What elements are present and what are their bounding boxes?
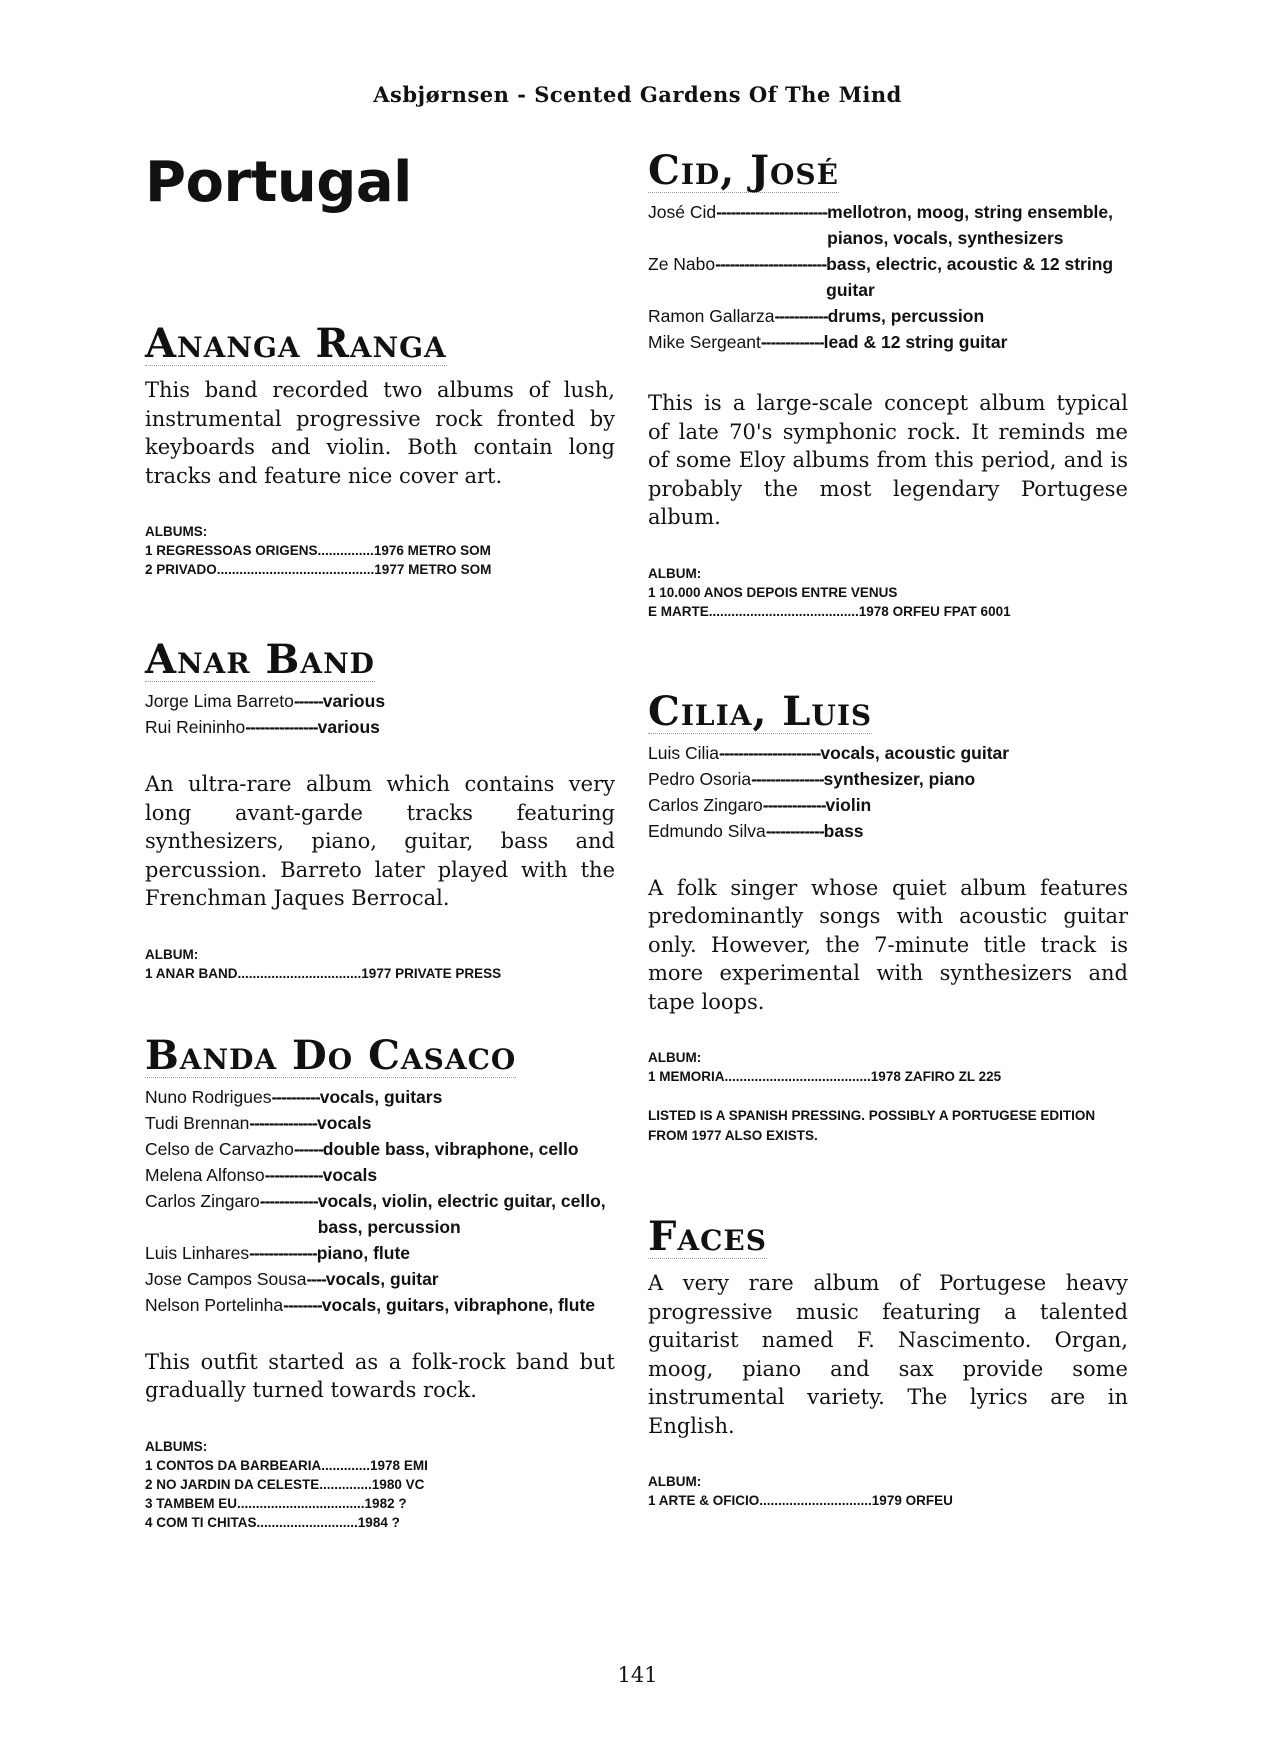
member-role: lead & 12 string guitar xyxy=(823,332,1008,352)
artist-heading: Cilia, Luis xyxy=(648,687,873,735)
left-column xyxy=(145,150,615,1596)
album-title: 4 COM TI CHITAS xyxy=(145,1514,257,1530)
album-label: 1982 ? xyxy=(364,1495,407,1511)
album-row xyxy=(648,583,1128,602)
member-name: Jose Campos Sousa xyxy=(145,1268,307,1289)
member-name: Tudi Brennan xyxy=(145,1112,250,1133)
lineup-row xyxy=(145,1136,615,1162)
dot-leader: .............. xyxy=(319,1476,372,1492)
dot-leader: ................................. xyxy=(237,965,362,981)
album-title: 1 10.000 ANOS DEPOIS ENTRE VENUS xyxy=(648,584,898,600)
dot-leader: ............... xyxy=(317,543,374,558)
discography-header: ALBUMS: xyxy=(145,1438,208,1454)
artist-description: A very rare album of Portugese heavy progressive music featuring a talented guitarist named F. Nascimento. Organ, moog, piano and sax provide some instrumental variety. The lyrics are in English. xyxy=(648,1271,1128,1438)
dash-leader: ----------------------- xyxy=(715,254,827,274)
album-row xyxy=(145,964,615,983)
running-head: Asbjørnsen - Scented Gardens Of The Mind xyxy=(373,82,902,107)
lineup-row xyxy=(648,818,1128,844)
member-role: vocals, guitars xyxy=(319,1086,443,1107)
member-name: Melena Alfonso xyxy=(145,1164,265,1185)
dash-leader: ----------------------- xyxy=(716,202,828,222)
discography xyxy=(648,566,1128,621)
discography xyxy=(648,1474,1128,1510)
discography-header: ALBUM: xyxy=(648,1474,702,1489)
album-row xyxy=(145,560,615,579)
artist-entry xyxy=(648,1213,1128,1510)
lineup-row xyxy=(648,303,1128,329)
album-title: 2 NO JARDIN DA CELESTE xyxy=(145,1476,320,1492)
album-label: 1978 ORFEU FPAT 6001 xyxy=(858,603,1011,619)
dot-leader: .......................................... xyxy=(216,562,375,577)
member-role: vocals, acoustic guitar xyxy=(820,742,1010,763)
album-title: 1 REGRESSOAS ORIGENS xyxy=(145,543,318,558)
discography xyxy=(648,1050,1128,1146)
dot-leader: .................................. xyxy=(237,1495,365,1511)
artist-description: This outfit started as a folk-rock band but gradually turned towards rock. xyxy=(145,1349,615,1402)
member-role: vocals xyxy=(322,1164,378,1185)
member-name: Edmundo Silva xyxy=(648,820,766,841)
lineup-row xyxy=(648,766,1128,792)
album-row xyxy=(648,602,1128,621)
album-row xyxy=(648,1067,1128,1086)
lineup-row xyxy=(648,329,1128,355)
album-title: E MARTE xyxy=(648,603,709,619)
page-number: 141 xyxy=(617,1663,658,1687)
member-name: Carlos Zingaro xyxy=(648,794,763,815)
album-label: 1978 ZAFIRO ZL 225 xyxy=(870,1069,1002,1084)
dash-leader: -------------- xyxy=(249,1242,317,1263)
album-title: 1 ANAR BAND xyxy=(145,965,238,981)
album-label: 1977 METRO SOM xyxy=(374,562,492,577)
artist-entry xyxy=(648,147,1128,621)
country-heading: Portugal xyxy=(145,150,412,215)
dash-leader: ------ xyxy=(293,1138,323,1159)
artist-entry xyxy=(145,636,615,983)
member-role: drums, percussion xyxy=(827,306,985,326)
member-role: vocals, violin, electric guitar, cello, bass, percussion xyxy=(317,1190,606,1237)
dash-leader: ---------- xyxy=(271,1086,320,1107)
dash-leader: ------------ xyxy=(259,1190,318,1211)
pressing-note: LISTED IS A SPANISH PRESSING. POSSIBLY A PORTUGESE EDITION FROM 1977 ALSO EXISTS. xyxy=(648,1108,1096,1143)
member-name: Jorge Lima Barreto xyxy=(145,691,294,711)
member-name: Rui Reininho xyxy=(145,717,246,737)
album-row xyxy=(145,541,615,560)
member-name: Ze Nabo xyxy=(648,254,716,274)
member-name: Luis Linhares xyxy=(145,1242,250,1263)
artist-heading: Faces xyxy=(648,1213,767,1260)
album-row xyxy=(648,1491,1128,1510)
album-row xyxy=(145,1456,615,1475)
album-label: 1976 METRO SOM xyxy=(373,543,491,558)
dash-leader: ------------- xyxy=(760,332,824,352)
artist-heading: Anar Band xyxy=(145,636,375,683)
member-name: Pedro Osoria xyxy=(648,768,752,789)
artist-heading: Cid, José xyxy=(648,147,839,194)
dot-leader: ........................... xyxy=(256,1514,358,1530)
member-name: Carlos Zingaro xyxy=(145,1190,260,1211)
lineup-row xyxy=(648,792,1128,818)
discography xyxy=(145,1439,615,1532)
discography-header: ALBUM: xyxy=(648,1050,702,1065)
artist-description: A folk singer whose quiet album features predominantly songs with acoustic guitar only. However, the 7-minute title track is more experimental with synthesizers and tape loops. xyxy=(648,875,1128,1014)
member-role: vocals, guitars, vibraphone, flute xyxy=(321,1294,596,1315)
album-label: 1977 PRIVATE PRESS xyxy=(361,965,502,981)
member-role: bass, electric, acoustic & 12 string guitar xyxy=(826,254,1114,300)
lineup-list xyxy=(145,688,615,740)
lineup-row xyxy=(145,1240,615,1266)
album-label: 1979 ORFEU xyxy=(871,1493,953,1508)
lineup-row xyxy=(145,1266,615,1292)
discography-header: ALBUM: xyxy=(145,946,199,962)
album-row xyxy=(145,1513,615,1532)
artist-description: This band recorded two albums of lush, instrumental progressive rock fronted by keyboards and violin. Both contain long tracks and feature nice cover art. xyxy=(145,378,615,488)
artist-heading: Ananga Ranga xyxy=(145,320,447,367)
lineup-row xyxy=(145,1292,615,1318)
artist-description: This is a large-scale concept album typical of late 70's symphonic rock. It reminds me of some Eloy albums from this period, and is probably the most legendary Portugese album. xyxy=(648,391,1128,529)
lineup-row xyxy=(648,740,1128,766)
album-title: 1 ARTE & OFICIO xyxy=(648,1493,760,1508)
discography-header: ALBUM: xyxy=(648,565,702,581)
member-name: Nuno Rodrigues xyxy=(145,1086,272,1107)
album-title: 1 MEMORIA xyxy=(648,1069,725,1084)
member-name: Mike Sergeant xyxy=(648,332,761,352)
dot-leader: ....................................... xyxy=(724,1069,871,1084)
lineup-row xyxy=(648,199,1128,251)
album-row xyxy=(145,1494,615,1513)
album-title: 3 TAMBEM EU xyxy=(145,1495,238,1511)
member-name: Nelson Portelinha xyxy=(145,1294,284,1315)
dash-leader: ---- xyxy=(306,1268,326,1289)
dash-leader: ------------ xyxy=(264,1164,323,1185)
dash-leader: -------- xyxy=(283,1294,322,1315)
member-name: José Cid xyxy=(648,202,717,222)
member-name: Celso de Carvazho xyxy=(145,1138,294,1159)
member-role: synthesizer, piano xyxy=(823,768,976,789)
album-title: 1 CONTOS DA BARBEARIA xyxy=(145,1457,322,1473)
lineup-row xyxy=(145,688,615,714)
member-role: piano, flute xyxy=(316,1242,411,1263)
dash-leader: --------------- xyxy=(245,717,318,737)
member-role: bass xyxy=(823,820,864,841)
dash-leader: ------------- xyxy=(762,794,826,815)
dot-leader: ........................................ xyxy=(708,603,859,619)
album-row xyxy=(145,1475,615,1494)
dash-leader: --------------------- xyxy=(719,742,821,763)
album-title: 2 PRIVADO xyxy=(145,562,217,577)
lineup-row xyxy=(145,714,615,740)
lineup-row xyxy=(145,1084,615,1110)
dot-leader: .............................. xyxy=(759,1493,872,1508)
lineup-row xyxy=(145,1188,615,1240)
artist-entry xyxy=(145,320,615,579)
artist-entry xyxy=(648,687,1128,1147)
member-role: various xyxy=(317,717,380,737)
dash-leader: ------ xyxy=(293,691,323,711)
artist-heading: Banda Do Casaco xyxy=(145,1031,517,1079)
discography xyxy=(145,524,615,579)
lineup-row xyxy=(145,1162,615,1188)
discography-header: ALBUMS: xyxy=(145,524,208,539)
dot-leader: ............. xyxy=(321,1457,371,1473)
member-role: mellotron, moog, string ensemble, pianos, vocals, synthesizers xyxy=(827,202,1114,248)
dash-leader: ----------- xyxy=(774,306,828,326)
album-label: 1978 EMI xyxy=(370,1457,428,1473)
album-label: 1980 VC xyxy=(371,1476,425,1492)
right-column xyxy=(648,147,1128,1580)
lineup-row xyxy=(145,1110,615,1136)
lineup-row xyxy=(648,251,1128,303)
member-role: double bass, vibraphone, cello xyxy=(322,1138,579,1159)
member-role: various xyxy=(322,691,386,711)
member-name: Ramon Gallarza xyxy=(648,306,775,326)
dash-leader: -------------- xyxy=(249,1112,318,1133)
member-role: vocals, guitar xyxy=(325,1268,439,1289)
lineup-list xyxy=(145,1084,615,1318)
discography xyxy=(145,947,615,983)
member-role: vocals xyxy=(317,1112,372,1133)
member-role: violin xyxy=(825,794,872,815)
album-label: 1984 ? xyxy=(357,1514,400,1530)
member-name: Luis Cilia xyxy=(648,742,719,763)
artist-description: An ultra-rare album which contains very long avant-garde tracks featuring synthesizers, piano, guitar, bass and percussion. Barreto later played with the Frenchman Jaques Berrocal. xyxy=(145,772,615,910)
dash-leader: ------------ xyxy=(765,820,824,841)
lineup-list xyxy=(648,740,1128,844)
dash-leader: --------------- xyxy=(751,768,824,789)
lineup-list xyxy=(648,199,1128,355)
artist-entry xyxy=(145,1031,615,1532)
